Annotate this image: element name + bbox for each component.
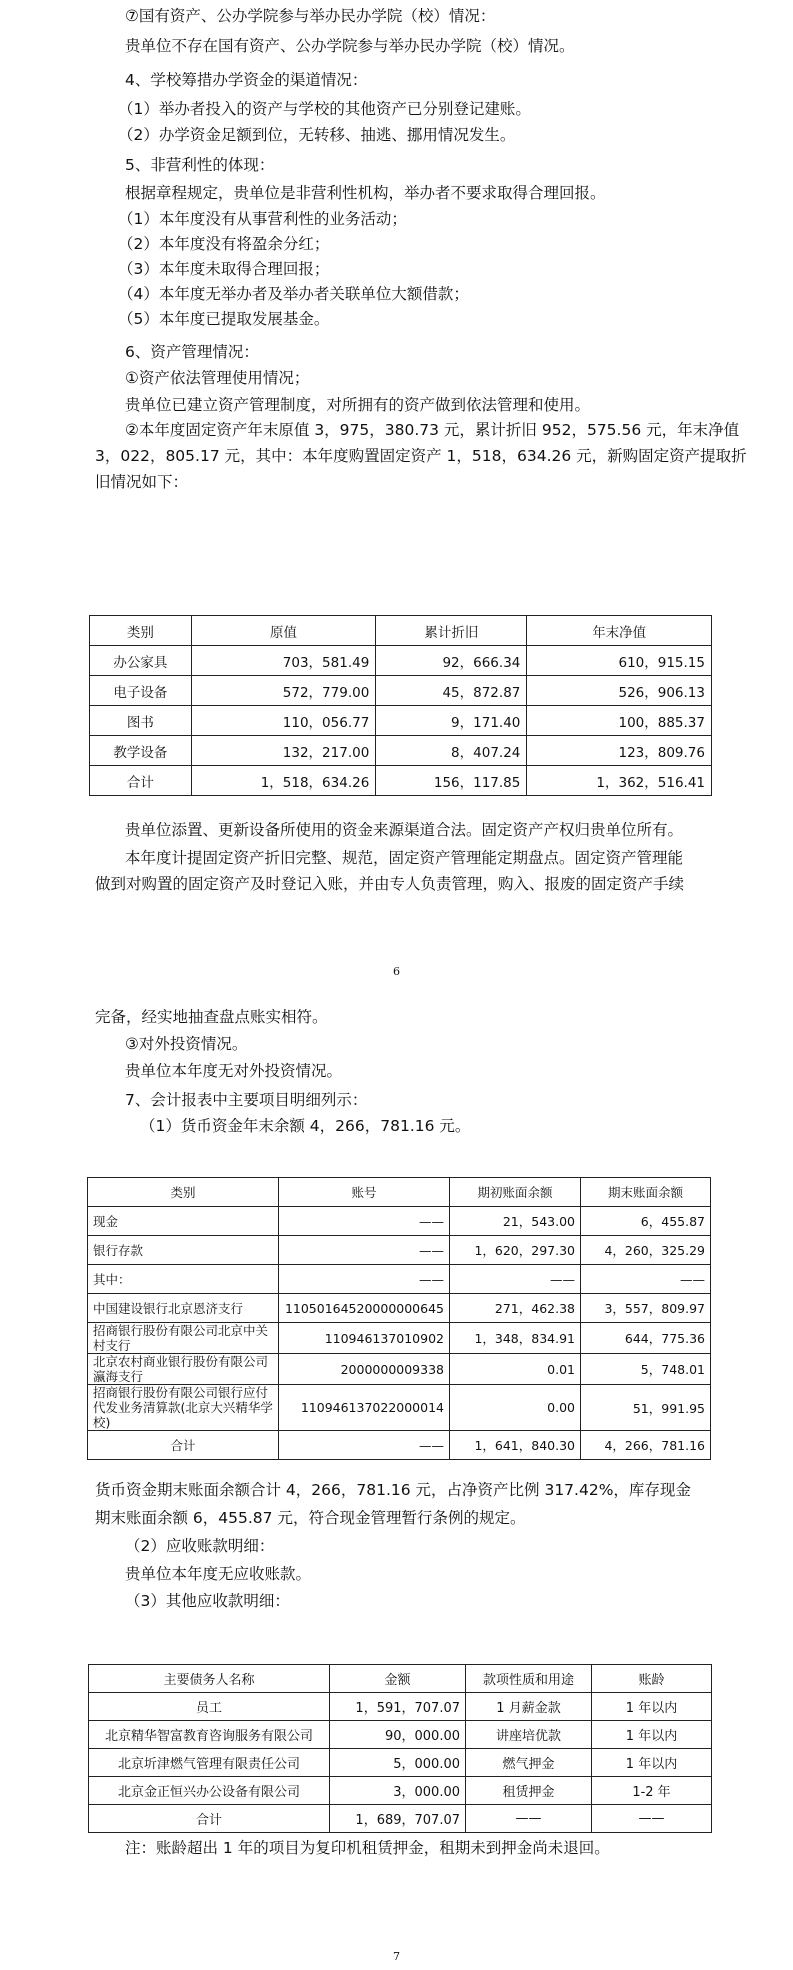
page-number: 7 — [393, 1950, 400, 1963]
table-cell: —— — [279, 1431, 450, 1460]
table-cell: 8，407.24 — [376, 736, 527, 766]
table-header: 账号 — [279, 1178, 450, 1207]
text-line: 贵单位不存在国有资产、公办学院参与举办民办学院（校）情况。 — [125, 37, 575, 55]
table-row — [90, 706, 712, 736]
table-cell: 3，000.00 — [330, 1777, 466, 1805]
table-cell: —— — [581, 1265, 711, 1294]
section-heading: 5、非营利性的体现： — [125, 156, 275, 174]
text-line: 贵单位本年度无应收账款。 — [125, 1565, 312, 1583]
table-cell: 现金 — [88, 1207, 279, 1236]
table-cell: 572，779.00 — [191, 676, 376, 706]
text-line: 货币资金期末账面余额合计 4，266，781.16 元，占净资产比例 317.42%，库存现金 — [95, 1481, 691, 1499]
table-cell: —— — [450, 1265, 581, 1294]
table-cell: 5，000.00 — [330, 1749, 466, 1777]
section-heading: 4、学校筹措办学资金的渠道情况： — [125, 71, 368, 89]
table-cell: 北京精华智富教育咨询服务有限公司 — [89, 1721, 330, 1749]
table-cell: 银行存款 — [88, 1236, 279, 1265]
note-text: 注：账龄超出 1 年的项目为复印机租赁押金，租期未到押金尚未退回。 — [125, 1839, 610, 1857]
text-line: （1）举办者投入的资产与学校的其他资产已分别登记建账。 — [118, 100, 531, 118]
table-cell: 110，056.77 — [191, 706, 376, 736]
text-line: （5）本年度已提取发展基金。 — [118, 310, 330, 328]
table-cell: 2000000009338 — [279, 1354, 450, 1385]
text-line: 贵单位添置、更新设备所使用的资金来源渠道合法。固定资产产权归贵单位所有。 — [125, 821, 684, 839]
table-header: 主要债务人名称 — [89, 1665, 330, 1693]
text-line: （3）其他应收款明细： — [125, 1592, 290, 1610]
table-row — [89, 1777, 712, 1805]
text-line: （1）本年度没有从事营利性的业务活动； — [118, 210, 407, 228]
text-line: 完备，经实地抽查盘点账实相符。 — [95, 1008, 328, 1026]
table-header: 账龄 — [592, 1665, 712, 1693]
table-cell: 0.00 — [450, 1385, 581, 1431]
table-cell: 6，455.87 — [581, 1207, 711, 1236]
table-cell: 中国建设银行北京恩济支行 — [88, 1294, 279, 1323]
table-cell: 45，872.87 — [376, 676, 527, 706]
table-cell: 招商银行股份有限公司银行应付代发业务清算款(北京大兴精华学校) — [88, 1385, 279, 1431]
other-receivables-table — [88, 1664, 712, 1833]
fixed-asset-table — [89, 615, 712, 796]
table-row — [89, 1749, 712, 1777]
table-header: 原值 — [191, 616, 376, 646]
text-line: （2）办学资金足额到位，无转移、抽逃、挪用情况发生。 — [118, 126, 516, 144]
table-cell: 1 年以内 — [592, 1749, 712, 1777]
table-cell: 1-2 年 — [592, 1777, 712, 1805]
table-cell: 员工 — [89, 1693, 330, 1721]
table-cell: 租赁押金 — [466, 1777, 592, 1805]
table-cell: 燃气押金 — [466, 1749, 592, 1777]
table-cell: 1，689，707.07 — [330, 1805, 466, 1833]
table-cell: 其中： — [88, 1265, 279, 1294]
text-line: （2）本年度没有将盈余分红； — [118, 235, 330, 253]
table-cell: 1，362，516.41 — [527, 766, 712, 796]
section-heading: 6、资产管理情况： — [125, 343, 259, 361]
text-line: ①资产依法管理使用情况； — [125, 369, 310, 387]
table-cell: 110946137022000014 — [279, 1385, 450, 1431]
table-header: 期末账面余额 — [581, 1178, 711, 1207]
text-line: 贵单位已建立资产管理制度，对所拥有的资产做到依法管理和使用。 — [125, 396, 591, 414]
text-line: ②本年度固定资产年末原值 3，975，380.73 元，累计折旧 952，575.56 元，年末净值 — [125, 421, 740, 439]
table-cell: 1，591，707.07 — [330, 1693, 466, 1721]
table-row — [88, 1265, 711, 1294]
text-line: 根据章程规定，贵单位是非营利性机构，举办者不要求取得合理回报。 — [125, 184, 606, 202]
text-line: （1）货币资金年末余额 4，266，781.16 元。 — [140, 1117, 471, 1135]
text-line: 做到对购置的固定资产及时登记入账，并由专人负责管理，购入、报废的固定资产手续 — [95, 875, 685, 893]
table-cell: —— — [466, 1805, 592, 1833]
table-row — [89, 1721, 712, 1749]
table-header: 款项性质和用途 — [466, 1665, 592, 1693]
text-line: （3）本年度未取得合理回报； — [118, 260, 330, 278]
table-cell: 4，266，781.16 — [581, 1431, 711, 1460]
table-cell: 703，581.49 — [191, 646, 376, 676]
table-cell: 北京圻津燃气管理有限责任公司 — [89, 1749, 330, 1777]
text-line: （4）本年度无举办者及举办者关联单位大额借款； — [118, 285, 469, 303]
table-cell: 1，348，834.91 — [450, 1323, 581, 1354]
table-cell: 3，557，809.97 — [581, 1294, 711, 1323]
table-cell: 1，620，297.30 — [450, 1236, 581, 1265]
table-cell: 合计 — [90, 766, 192, 796]
cash-balance-table — [87, 1177, 711, 1460]
table-cell: 0.01 — [450, 1354, 581, 1385]
table-cell: 合计 — [88, 1431, 279, 1460]
table-row — [89, 1693, 712, 1721]
table-header: 累计折旧 — [376, 616, 527, 646]
table-cell: 北京农村商业银行股份有限公司瀛海支行 — [88, 1354, 279, 1385]
text-line: 贵单位本年度无对外投资情况。 — [125, 1062, 343, 1080]
table-cell: 办公家具 — [90, 646, 192, 676]
text-line: 本年度计提固定资产折旧完整、规范，固定资产管理能定期盘点。固定资产管理能 — [125, 849, 684, 867]
table-total-row — [88, 1431, 711, 1460]
table-header-row — [89, 1665, 712, 1693]
table-row — [90, 736, 712, 766]
table-cell: 123，809.76 — [527, 736, 712, 766]
table-header: 期初账面余额 — [450, 1178, 581, 1207]
table-cell: 电子设备 — [90, 676, 192, 706]
table-row — [88, 1207, 711, 1236]
table-cell: 1，641，840.30 — [450, 1431, 581, 1460]
table-cell: 132，217.00 — [191, 736, 376, 766]
table-row — [90, 676, 712, 706]
text-line: ⑦国有资产、公办学院参与举办民办学院（校）情况： — [125, 7, 496, 25]
table-cell: —— — [279, 1207, 450, 1236]
text-line: 旧情况如下： — [95, 473, 189, 491]
table-header: 类别 — [90, 616, 192, 646]
table-row — [88, 1294, 711, 1323]
table-cell: 合计 — [89, 1805, 330, 1833]
table-cell: 156，117.85 — [376, 766, 527, 796]
table-header: 年末净值 — [527, 616, 712, 646]
table-cell: —— — [592, 1805, 712, 1833]
table-cell: 1 月薪金款 — [466, 1693, 592, 1721]
table-cell: 教学设备 — [90, 736, 192, 766]
table-cell: 92，666.34 — [376, 646, 527, 676]
table-header-row — [88, 1178, 711, 1207]
table-row — [88, 1323, 711, 1354]
table-row — [90, 646, 712, 676]
table-cell: 271，462.38 — [450, 1294, 581, 1323]
table-cell: 90，000.00 — [330, 1721, 466, 1749]
table-header: 类别 — [88, 1178, 279, 1207]
table-row — [88, 1354, 711, 1385]
table-cell: 100，885.37 — [527, 706, 712, 736]
table-total-row — [89, 1805, 712, 1833]
table-cell: 4，260，325.29 — [581, 1236, 711, 1265]
text-line: ③对外投资情况。 — [125, 1035, 248, 1053]
table-cell: 5，748.01 — [581, 1354, 711, 1385]
table-cell: 110946137010902 — [279, 1323, 450, 1354]
table-cell: 图书 — [90, 706, 192, 736]
table-cell: 北京金正恒兴办公设备有限公司 — [89, 1777, 330, 1805]
text-line: 3，022，805.17 元，其中：本年度购置固定资产 1，518，634.26 元，新购固定资产提取折 — [95, 447, 747, 465]
table-cell: 11050164520000000645 — [279, 1294, 450, 1323]
table-header: 金额 — [330, 1665, 466, 1693]
table-cell: 1 年以内 — [592, 1693, 712, 1721]
table-cell: 21，543.00 — [450, 1207, 581, 1236]
table-cell: 1 年以内 — [592, 1721, 712, 1749]
page-number: 6 — [393, 965, 400, 978]
table-total-row — [90, 766, 712, 796]
table-cell: 526，906.13 — [527, 676, 712, 706]
table-cell: 招商银行股份有限公司北京中关村支行 — [88, 1323, 279, 1354]
text-line: （2）应收账款明细： — [125, 1537, 275, 1555]
table-header-row — [90, 616, 712, 646]
table-cell: 9，171.40 — [376, 706, 527, 736]
table-cell: 1，518，634.26 — [191, 766, 376, 796]
section-heading: 7、会计报表中主要项目明细列示： — [125, 1091, 368, 1109]
text-line: 期末账面余额 6，455.87 元，符合现金管理暂行条例的规定。 — [95, 1509, 526, 1527]
table-cell: 610，915.15 — [527, 646, 712, 676]
table-cell: —— — [279, 1265, 450, 1294]
table-cell: 51，991.95 — [581, 1385, 711, 1431]
table-cell: 644，775.36 — [581, 1323, 711, 1354]
table-row — [88, 1236, 711, 1265]
table-cell: 讲座培优款 — [466, 1721, 592, 1749]
table-row — [88, 1385, 711, 1431]
table-cell: —— — [279, 1236, 450, 1265]
